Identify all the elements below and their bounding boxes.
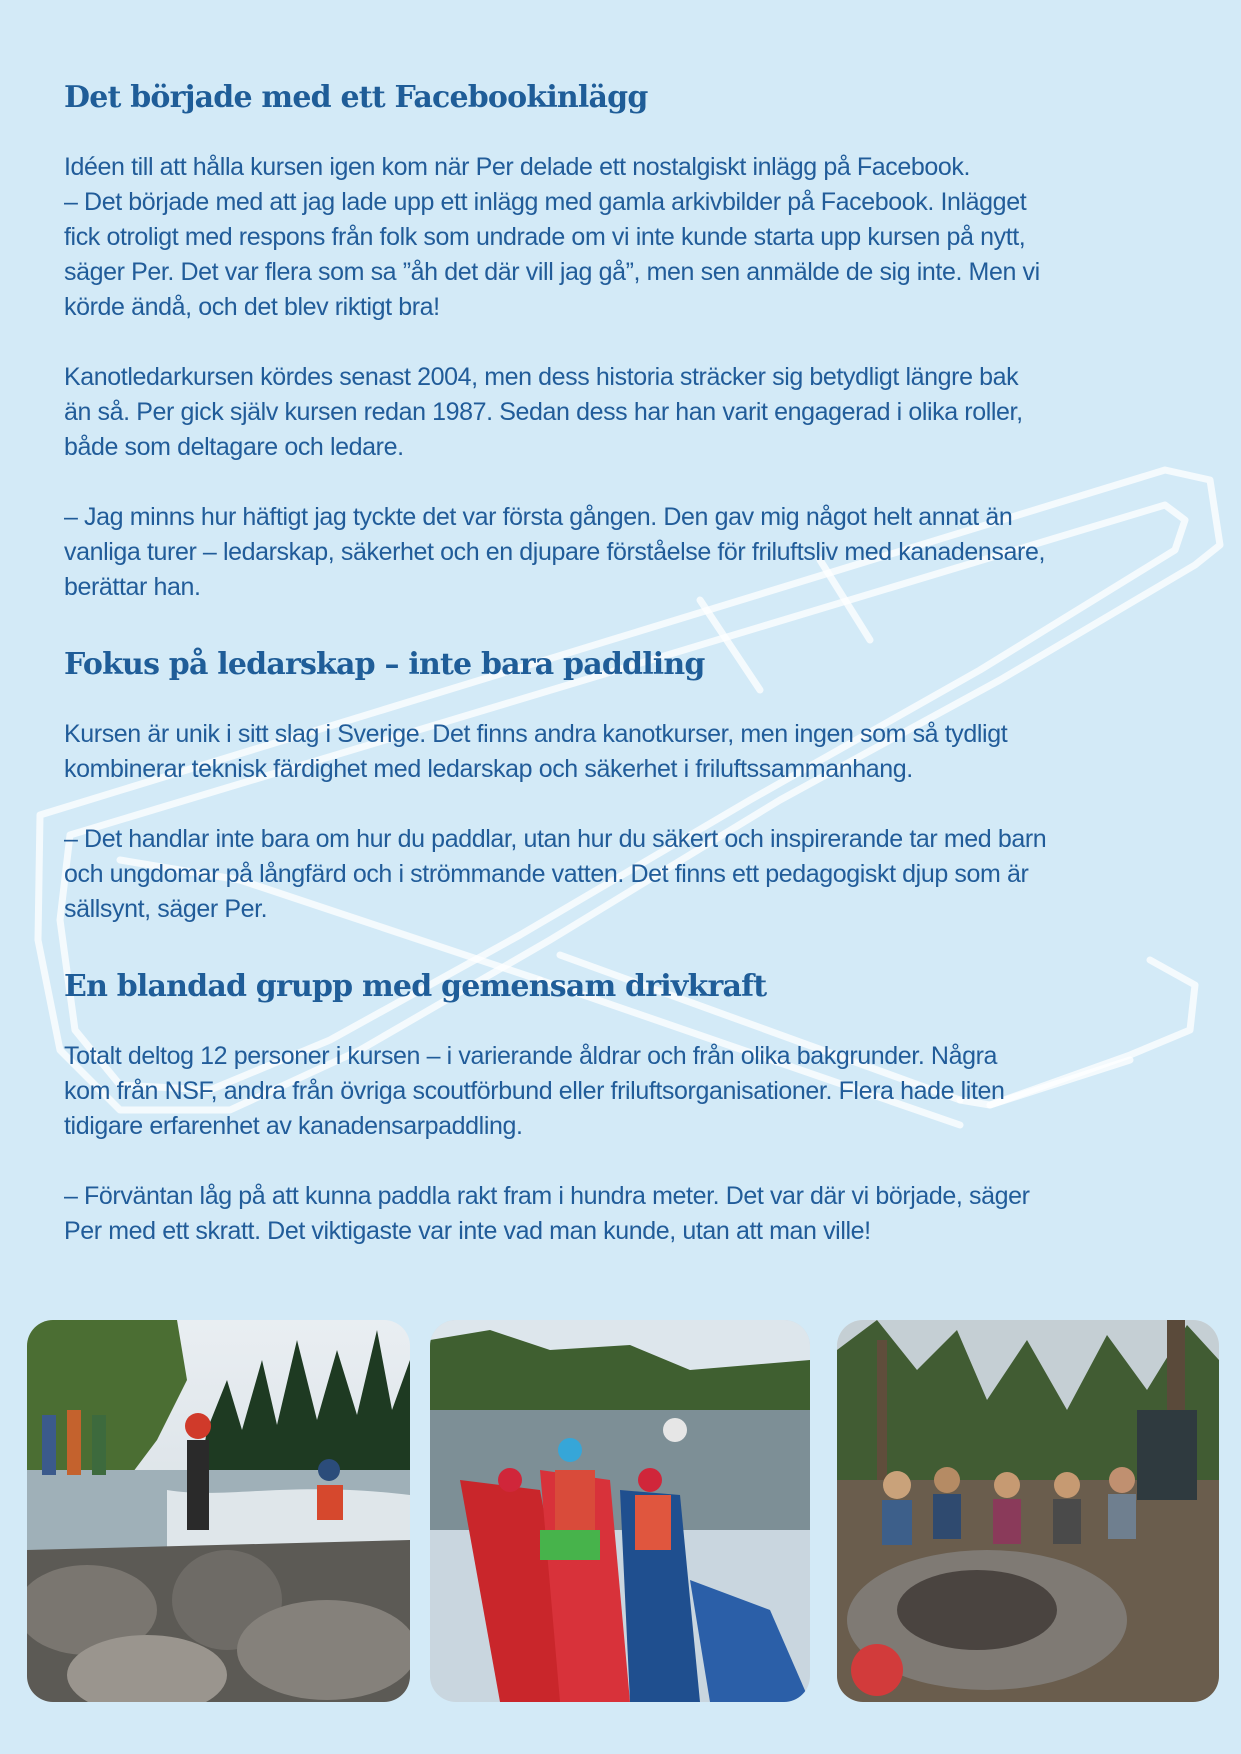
text-line: kombinerar teknisk färdighet med ledarskap och säkerhet i friluftssammanhang. [64, 755, 913, 783]
text-line: säger Per. Det var flera som sa ”åh det där vill jag gå”, men sen anmälde de sig inte. Men vi [64, 258, 1040, 286]
photo-row [27, 1320, 1219, 1702]
text-line: vanliga turer – ledarskap, säkerhet och en djupare förståelse för friluftsliv med kanadensare, [64, 538, 1046, 566]
text-line: sällsynt, säger Per. [64, 895, 268, 923]
text-line: Kursen är unik i sitt slag i Sverige. Det finns andra kanotkurser, men ingen som så tydligt [64, 720, 1008, 748]
text-line: – Det började med att jag lade upp ett inlägg med gamla arkivbilder på Facebook. Inlägget [64, 188, 1027, 216]
paragraph [64, 150, 1184, 325]
text-line: både som deltagare och ledare. [64, 433, 404, 461]
text-line: – Det handlar inte bara om hur du paddlar, utan hur du säkert och inspirerande tar med barn [64, 825, 1047, 853]
paragraph [64, 360, 1184, 465]
photo-rapids-rocks [27, 1320, 410, 1702]
paragraph [64, 822, 1184, 927]
paragraph [64, 1039, 1184, 1144]
river-rapids-image [27, 1320, 410, 1702]
text-line: Idéen till att hålla kursen igen kom när Per delade ett nostalgiskt inlägg på Facebook. [64, 153, 971, 181]
text-line: – Jag minns hur häftigt jag tyckte det var första gången. Den gav mig något helt annat än [64, 503, 1013, 531]
text-line: än så. Per gick själv kursen redan 1987. Sedan dess har han varit engagerad i olika roller, [64, 398, 1023, 426]
text-line: och ungdomar på långfärd och i strömmande vatten. Det finns ett pedagogiskt djup som är [64, 860, 1029, 888]
text-line: kom från NSF, andra från övriga scoutförbund eller friluftsorganisationer. Flera hade liten [64, 1077, 1005, 1105]
text-line: Kanotledarkursen kördes senast 2004, men dess historia sträcker sig betydligt längre bak [64, 363, 1019, 391]
section-heading: Det började med ett Facebookinlägg [64, 80, 648, 115]
text-line: körde ändå, och det blev riktigt bra! [64, 293, 440, 321]
text-line: Totalt deltog 12 personer i kursen – i varierande åldrar och från olika bakgrunder. Några [64, 1042, 998, 1070]
text-line: tidigare erfarenhet av kanadensarpaddling. [64, 1112, 523, 1140]
section-heading: En blandad grupp med gemensam drivkraft [64, 969, 767, 1004]
paragraph [64, 717, 1184, 787]
photo-red-canoes [430, 1320, 810, 1702]
paragraph [64, 500, 1184, 605]
text-line: – Förväntan låg på att kunna paddla rakt fram i hundra meter. Det var där vi började, säger [64, 1182, 1030, 1210]
text-line: Per med ett skratt. Det viktigaste var inte vad man kunde, utan att man ville! [64, 1217, 871, 1245]
text-line: berättar han. [64, 573, 201, 601]
text-line: fick otroligt med respons från folk som undrade om vi inte kunde starta upp kursen på nytt, [64, 223, 1026, 251]
canoes-image [430, 1320, 810, 1702]
article-body [64, 76, 1184, 1249]
campfire-image [837, 1320, 1219, 1702]
paragraph [64, 1179, 1184, 1249]
section-heading: Fokus på ledarskap – inte bara paddling [64, 647, 705, 682]
photo-campfire-group [837, 1320, 1219, 1702]
